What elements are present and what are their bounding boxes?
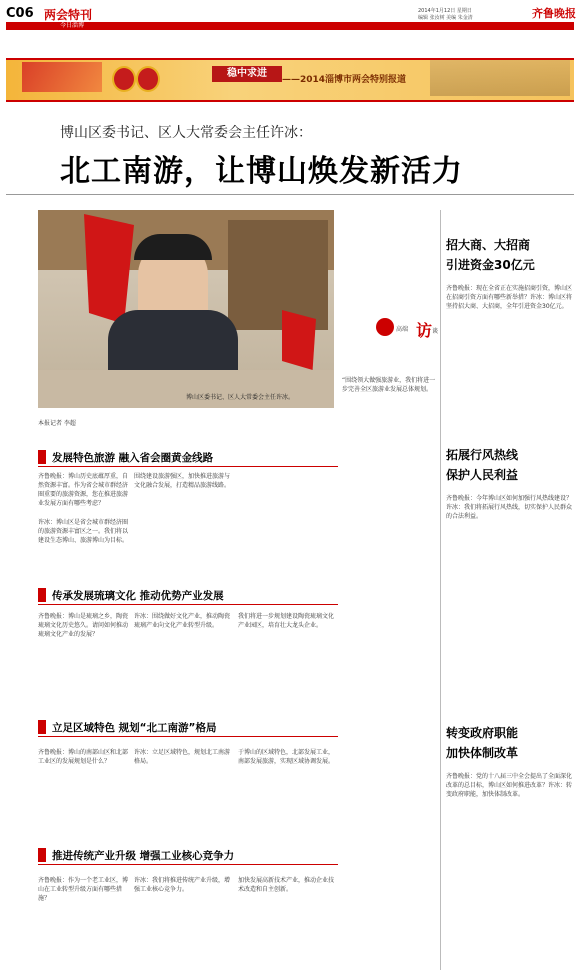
issue-date: 2014年1月12日 星期日 <box>418 8 472 14</box>
divider <box>6 194 574 195</box>
section-title: 传承发展琉璃文化 推动优势产业发展 <box>52 590 224 602</box>
section-text: 齐鲁晚报：作为一个老工业区，博山在工业转型升级方面有哪些措施？ <box>38 877 128 902</box>
emblem-icon <box>136 66 160 92</box>
section-marker <box>38 848 46 862</box>
section-marker <box>38 450 46 464</box>
section-title: 推进传统产业升级 增强工业核心竞争力 <box>52 850 235 862</box>
section-title: 立足区域特色 规划“北工南游”格局 <box>52 722 217 734</box>
skyline-graphic <box>430 60 570 96</box>
interview-photo <box>38 210 334 408</box>
section-text: 许冰：立足区域特色，规划北工南游格局。 <box>134 749 231 765</box>
section-text: 齐鲁晚报：博山历史底蕴厚重，自然资源丰富。作为省会城市群经济圈重要的旅游资源，您在推进旅游业发展方面有哪些考虑？ <box>38 473 128 507</box>
column-heading: 拓展行风热线 <box>446 448 519 462</box>
editor-credits: 编辑 张汝树 美编 朱金清 <box>418 15 473 21</box>
badge-label: 高端 <box>396 326 409 333</box>
column-heading: 转变政府职能 <box>446 726 519 740</box>
section-title: 两会特刊 <box>44 8 93 22</box>
byline: 本报记者 李超 <box>38 420 76 427</box>
column-text: 齐鲁晚报：党的十八届三中全会提出了全面深化改革的总目标，博山区如何推进改革？许冰：转变政府职能，加快体制改革。 <box>446 773 573 798</box>
section-text: 许冰：我们将推进传统产业升级，增强工业核心竞争力。 <box>134 877 231 893</box>
section-title: 发展特色旅游 融入省会圈黄金线路 <box>52 452 214 464</box>
intro-text: “围绕领大做强旅游业，我们将进一步完善全区旅游业发展总体规划。 <box>342 377 436 393</box>
banner-text: ——2014淄博市两会特别报道 <box>282 75 407 85</box>
masthead-logo: 齐鲁晚报 <box>532 7 576 20</box>
section-bar <box>6 22 574 30</box>
section-marker <box>38 720 46 734</box>
column-rule <box>440 210 441 970</box>
column-heading: 引进资金30亿元 <box>446 258 535 272</box>
photo-caption: 博山区委书记、区人大常委会主任许冰。 <box>186 394 295 401</box>
column-text: 齐鲁晚报：今年博山区如何加强行风热线建设？许冰：我们将拓展行风热线，切实保护人民群众的合法利益。 <box>446 495 573 520</box>
section-text: 许冰：围绕做好文化产业，推动陶瓷琉璃产业向文化产业转型升级。 <box>134 613 231 629</box>
section-subtitle: 今日淄博 <box>60 22 85 29</box>
column-heading: 保护人民利益 <box>446 468 519 482</box>
section-text: 齐鲁晚报：博山的南部山区和北部工业区的发展规划是什么？ <box>38 749 128 765</box>
section-text: 加快发展高新技术产业，推动企业技术改造和自主创新。 <box>238 877 335 893</box>
badge-icon <box>376 318 394 336</box>
badge-label: 访 <box>416 321 433 340</box>
headline-kicker: 博山区委书记、区人大常委会主任许冰： <box>60 125 312 141</box>
column-text: 齐鲁晚报：现在全省正在实施招商引资，博山区在招商引资方面有哪些新举措？许冰：博山区将坚持招大商、大招商，全年引进资金30亿元。 <box>446 285 573 310</box>
emblem-icon <box>112 66 136 92</box>
badge-label: 谈 <box>432 328 439 335</box>
section-text: 齐鲁晚报：博山是琉璃之乡，陶瓷琉璃文化历史悠久。请问如何推动琉璃文化产业的发展？ <box>38 613 128 638</box>
section-text: 我们将进一步规划建设陶瓷琉璃文化产业园区，培育壮大龙头企业。 <box>238 613 335 629</box>
page-title: 北工南游，让博山焕发新活力 <box>60 154 463 189</box>
section-marker <box>38 588 46 602</box>
page-number: C06 <box>6 6 34 21</box>
column-heading: 招大商、大招商 <box>446 238 531 252</box>
banner-label: 稳中求进 <box>212 66 282 82</box>
section-text: 许冰：博山区是省会城市群经济圈的旅游资源丰富区之一。我们将以建设生态博山、旅游博山为目标。 <box>38 519 128 544</box>
section-text: 围绕建设旅游强区，加快推进旅游与文化融合发展，打造精品旅游线路。 <box>134 473 231 489</box>
flag-graphic <box>22 62 102 92</box>
column-heading: 加快体制改革 <box>446 746 519 760</box>
section-text: 于博山的区域特色，北部发展工业，南部发展旅游，实现区域协调发展。 <box>238 749 335 765</box>
